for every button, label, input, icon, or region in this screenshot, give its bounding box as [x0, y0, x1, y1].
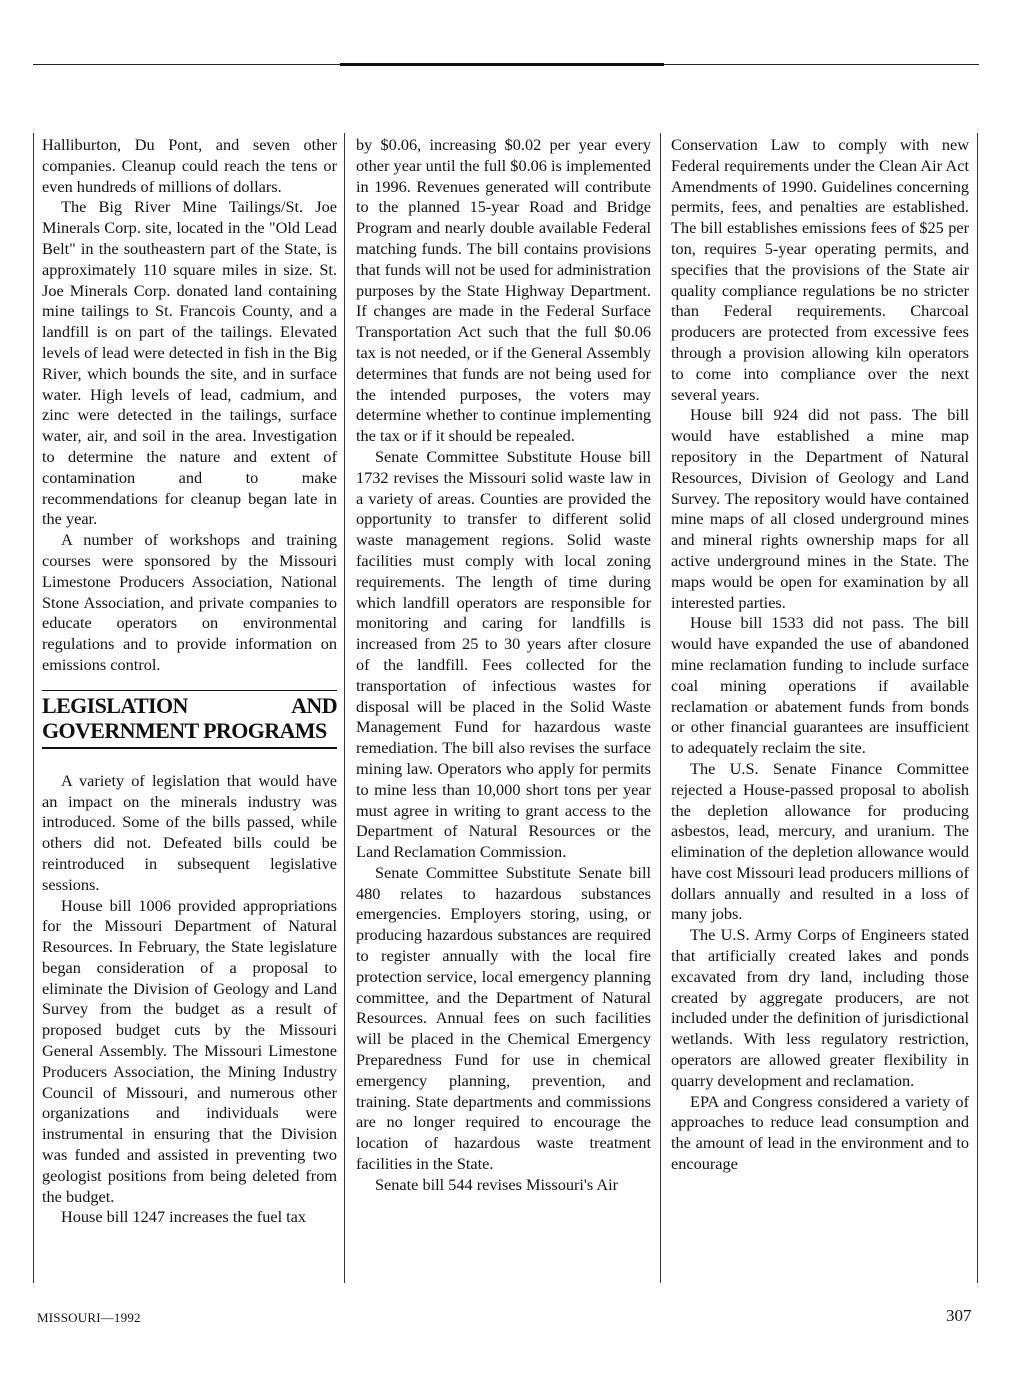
paragraph: Senate bill 544 revises Missouri's Air: [375, 1174, 619, 1194]
paragraph: House bill 924 did not pass. The bill would have established a mine map repository in the Department of Natural Resources, Division of Geology and Land Survey. The repository would have contained mine maps of all closed underground mines and mineral rights ownership maps for all active underground mines in the State. The maps would be open for examination by all interested parties.: [671, 405, 969, 612]
paragraph: House bill 1533 did not pass. The bill would have expanded the use of abandoned mine reclamation funding to include surface coal mining operations if available reclamation or abatement funds from bonds or other financial guarantees are insufficient to adequately reclaim the site.: [671, 613, 969, 758]
paragraph: Senate Committee Substitute Senate bill 480 relates to hazardous substances emergencies. Employers storing, using, or producing hazardous substances are required to register annually with the local fire protection service, local emergency planning committee, and the Department of Natural Resources. Annual fees on such facilities will be placed in the Chemical Emergency Preparedness Fund for use in chemical emergency planning, prevention, and training. State departments and commissions are no longer required to encourage the location of hazardous waste treatment facilities in the State.: [356, 862, 651, 1174]
column-right: [671, 135, 969, 1175]
paragraph: Senate Committee Substitute House bill 1732 revises the Missouri solid waste law in a variety of areas. Counties are provided the opportunity to transfer to different solid waste management regions. Solid waste facilities must comply with local zoning requirements. The length of time during which landfill operators are responsible for monitoring and caring for landfills is increased from 25 to 30 years after closure of the landfill. Fees collected for the transportation of infectious wastes for disposal will be placed in the Solid Waste Management Fund for hazardous waste remediation. The bill also revises the surface mining law. Operators who apply for permits to mine less than 10,000 short tons per year must agree in writing to grant access to the Department of Natural Resources or the Land Reclamation Commission.: [356, 446, 651, 862]
paragraph: House bill 1247 increases the fuel tax: [61, 1207, 307, 1227]
column-left: [42, 135, 337, 1228]
heading-rule-top: [42, 690, 337, 691]
paragraph: The U.S. Senate Finance Committee rejected a House-passed proposal to abolish the depletion allowance for producing asbestos, lead, mercury, and uranium. The elimination of the depletion allowance would have cost Missouri lead producers millions of dollars annually and resulted in a loss of many jobs.: [671, 758, 969, 924]
paragraph: Halliburton, Du Pont, and seven other companies. Cleanup could reach the tens or even hundreds of millions of dollars.: [42, 135, 337, 196]
paragraph: by $0.06, increasing $0.02 per year every other year until the full $0.06 is implemented in 1996. Revenues generated will contribute to the planned 15-year Road and Bridge Program and nearly double available Federal matching funds. The bill contains provisions that funds will not be used for administration purposes by the State Highway Department. If changes are made in the Federal Surface Transportation Act such that the full $0.06 tax is not needed, or if the General Assembly determines that funds are not being used for the intended purposes, the voters may determine whether to continue implementing the tax or if it should be repealed.: [356, 135, 651, 446]
top-rule-accent: [340, 63, 664, 66]
left-margin-rule: [33, 133, 34, 1283]
paragraph: The U.S. Army Corps of Engineers stated that artificially created lakes and ponds excavated from dry land, including those created by aggregate producers, are not included under the definition of jurisdictional wetlands. With less regulatory restriction, operators are allowed greater flexibility in quarry development and reclamation.: [671, 925, 969, 1090]
heading-rule-bottom: [42, 747, 337, 749]
paragraph: A number of workshops and training courses were sponsored by the Missouri Limestone Producers Association, National Stone Association, and private companies to educate operators on environmental regulations and to provide information on emissions control.: [42, 530, 337, 674]
right-margin-rule: [977, 133, 978, 1283]
paragraph: The Big River Mine Tailings/St. Joe Minerals Corp. site, located in the "Old Lead Belt" in the southeastern part of the State, is approximately 110 square miles in size. St. Joe Minerals Corp. donated land containing mine tailings to St. Francois County, and a landfill is on part of the tailings. Elevated levels of lead were detected in fish in the Big River, which bounds the site, and in surface water. High levels of lead, cadmium, and zinc were detected in the tailings, surface water, air, and soil in the area. Investigation to determine the nature and extent of contamination and to make recommendations for cleanup began late in the year.: [42, 197, 337, 529]
paragraph: Conservation Law to comply with new Federal requirements under the Clean Air Act Amendments of 1990. Guidelines concerning permits, fees, and penalties are established. The bill establishes emissions fees of $25 per ton, requires 5-year operating permits, and specifies that the provisions of the State air quality compliance regulations be no stricter than Federal requirements. Charcoal producers are protected from excessive fees through a provision allowing kiln operators to come into compliance over the next several years.: [671, 135, 969, 404]
column-divider-2: [660, 133, 661, 1283]
paragraph: House bill 1006 provided appropriations for the Missouri Department of Natural Resources. In February, the State legislature began consideration of a proposal to eliminate the Division of Geology and Land Survey from the budget as a result of proposed budget cuts by the Missouri General Assembly. The Missouri Limestone Producers Association, the Mining Industry Council of Missouri, and numerous other organizations and individuals were instrumental in ensuring that the Division was funded and assisted in preventing two geologist positions from being deleted from the budget.: [42, 895, 337, 1206]
section-heading: LEGISLATION AND GOVERNMENT PROGRAMS: [42, 692, 337, 743]
section-heading-block: [42, 690, 337, 749]
column-middle: [356, 135, 651, 1196]
column-divider-1: [344, 133, 345, 1283]
running-footer-title: MISSOURI—1992: [37, 1310, 141, 1325]
page-number: 307: [946, 1306, 972, 1325]
paragraph: A variety of legislation that would have an impact on the minerals industry was introduced. Some of the bills passed, while others did not. Defeated bills could be reintroduced in subsequent legislative sessions.: [42, 770, 337, 894]
paragraph: EPA and Congress considered a variety of approaches to reduce lead consumption and the amount of lead in the environment and to encourage: [671, 1091, 969, 1174]
